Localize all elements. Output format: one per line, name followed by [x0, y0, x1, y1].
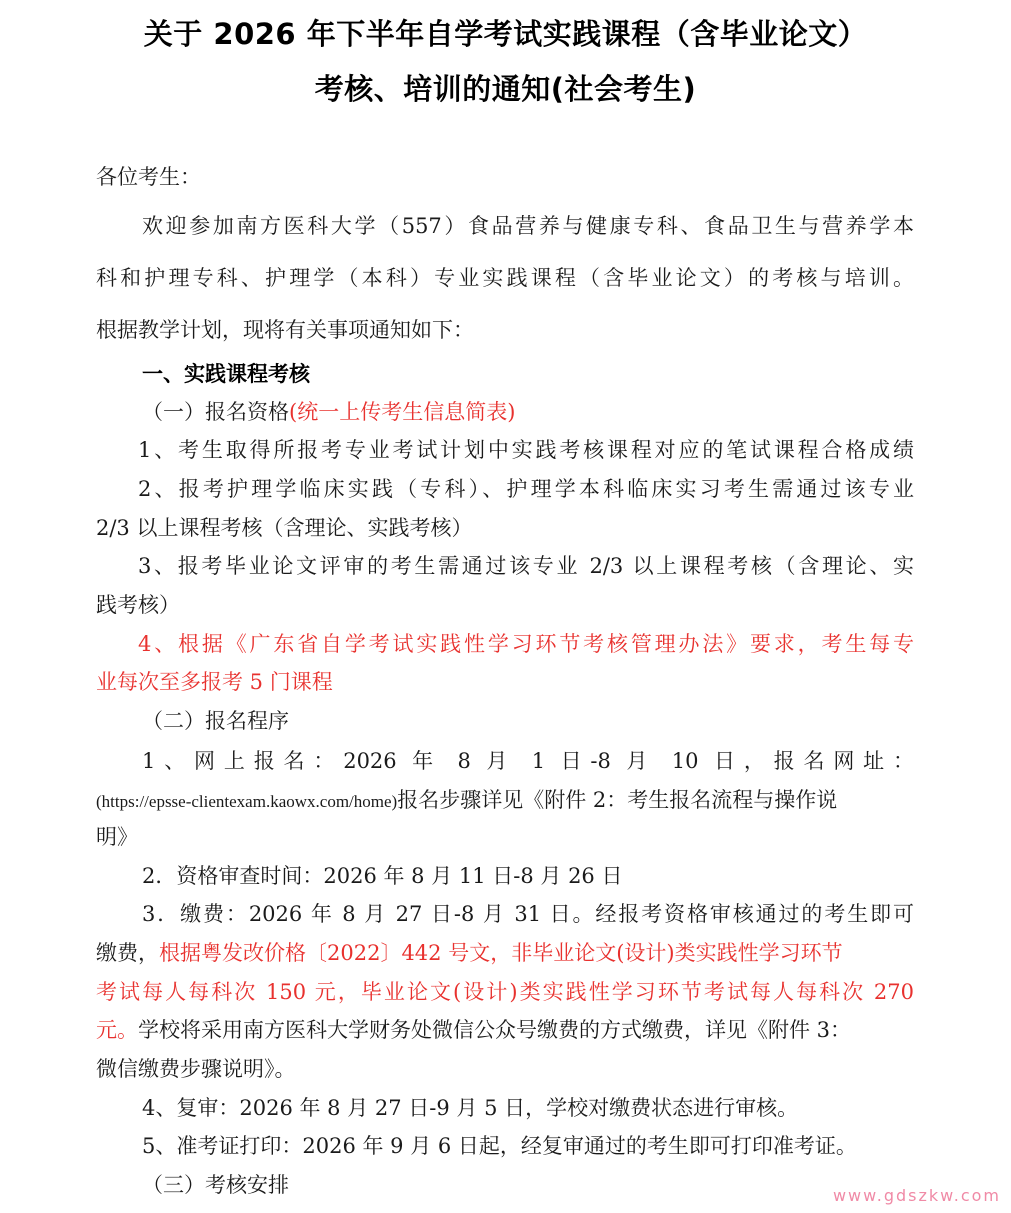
eligibility-item-4-line-1: 4、根据《广东省自学考试实践性学习环节考核管理办法》要求，考生每专 [138, 632, 914, 656]
site-watermark: www.gdszkw.com [832, 1186, 1001, 1205]
registration-item-3-line-3: 考试每人每科次 150 元，毕业论文(设计)类实践性学习环节考试每人每科次 270 [96, 980, 914, 1004]
registration-item-3-line-4 [96, 1015, 914, 1045]
registration-item-2: 2．资格审查时间：2026 年 8 月 11 日-8 月 26 日 [142, 864, 623, 888]
section-heading-practice-assessment: 一、实践课程考核 [142, 362, 310, 386]
subsection-eligibility [142, 397, 515, 427]
registration-url-link[interactable]: (https://epsse-clientexam.kaowx.com/home) [96, 792, 398, 811]
eligibility-item-1: 1、考生取得所报考专业考试计划中实践考核课程对应的笔试课程合格成绩 [138, 438, 914, 462]
payment-fee-rule: 根据粤发改价格〔2022〕442 号文，非毕业论文(设计)类实践性学习环节 [159, 941, 843, 965]
intro-line-2: 科和护理专科、护理学（本科）专业实践课程（含毕业论文）的考核与培训。 [96, 266, 914, 290]
registration-item-1-line-2 [96, 785, 837, 817]
eligibility-item-4-line-2: 业每次至多报考 5 门课程 [96, 670, 333, 694]
payment-method-text: 学校将采用南方医科大学财务处微信公众号缴费的方式缴费，详见《附件 3： [138, 1018, 852, 1042]
registration-item-3-line-1: 3．缴费：2026 年 8 月 27 日-8 月 31 日。经报考资格审核通过的考生即可 [142, 902, 914, 926]
payment-text: 缴费， [96, 941, 159, 965]
subsection-assessment-arrangement: （三）考核安排 [142, 1173, 289, 1197]
eligibility-item-2-line-2: 2/3 以上课程考核（含理论、实践考核） [96, 516, 473, 540]
registration-item-3-line-5: 微信缴费步骤说明》。 [96, 1057, 296, 1081]
subsection-eligibility-label: （一）报名资格 [142, 400, 289, 424]
registration-item-1-line-1: 1、网上报名：2026 年 8 月 1 日-8 月 10 日，报名网址： [142, 749, 914, 773]
eligibility-item-3-line-2: 践考核） [96, 593, 180, 617]
intro-line-3: 根据教学计划，现将有关事项通知如下： [96, 318, 474, 342]
eligibility-note: (统一上传考生信息简表) [289, 400, 516, 424]
registration-item-3-line-2 [96, 938, 914, 968]
document-title-line-2: 考核、培训的通知(社会考生) [314, 72, 697, 106]
subsection-registration-procedure: （二）报名程序 [142, 709, 289, 733]
greeting: 各位考生： [96, 165, 201, 189]
eligibility-item-2-line-1: 2、报考护理学临床实践（专科）、护理学本科临床实习考生需通过该专业 [138, 477, 914, 501]
registration-item-1-line-3: 明》 [96, 825, 138, 849]
document-title-line-1: 关于 2026 年下半年自学考试实践课程（含毕业论文） [143, 17, 868, 51]
payment-fee-end: 元。 [96, 1018, 138, 1042]
registration-item-1-line-2-text: 报名步骤详见《附件 2：考生报名流程与操作说 [397, 788, 838, 812]
registration-item-4: 4、复审：2026 年 8 月 27 日-9 月 5 日，学校对缴费状态进行审核。 [142, 1096, 799, 1120]
intro-line-1: 欢迎参加南方医科大学（557）食品营养与健康专科、食品卫生与营养学本 [142, 214, 914, 238]
registration-item-5: 5、准考证打印：2026 年 9 月 6 日起，经复审通过的考生即可打印准考证。 [142, 1134, 857, 1158]
eligibility-item-3-line-1: 3、报考毕业论文评审的考生需通过该专业 2/3 以上课程考核（含理论、实 [138, 554, 914, 578]
